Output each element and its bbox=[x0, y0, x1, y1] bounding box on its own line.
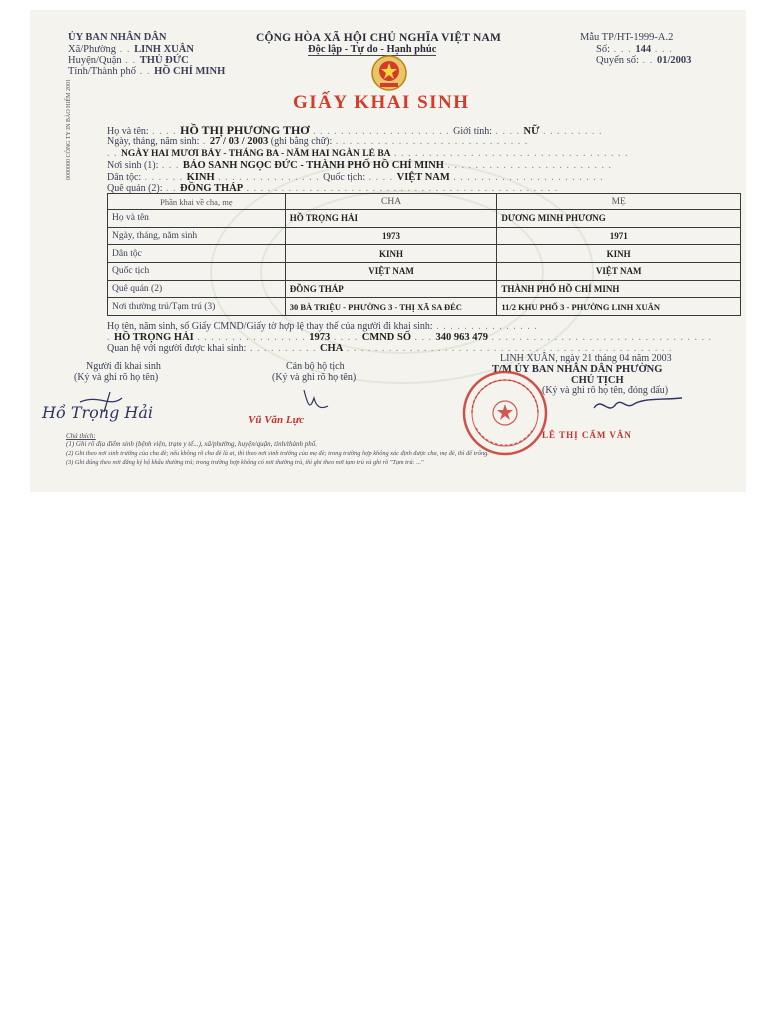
official-seal-icon bbox=[458, 368, 552, 458]
child-hometown-line: Quê quán (2): . . ĐỒNG THÁP . . . . . . . . . . . . . . . . . . . . . . . . . . . . . . . . . . . . . . . . . . . . . bbox=[107, 183, 559, 194]
father-value: KINH bbox=[285, 245, 497, 263]
district-line: Huyện/Quận . . THỦ ĐỨC bbox=[68, 55, 189, 66]
mother-value: VIỆT NAM bbox=[497, 262, 741, 280]
note-1: (1) Ghi rõ địa điểm sinh (bệnh viện, trạm y tế...), xã/phường, huyện/quận, tỉnh/thành phố. bbox=[66, 440, 317, 448]
relation-line: Quan hệ với người được khai sinh: . . . . . . . . . . CHA . . . . . . . . . . . . . . . . . . . . . . . . . . . . . . . . . . . . . . . . . . . . . . . bbox=[107, 343, 673, 354]
table-row bbox=[108, 227, 741, 245]
national-motto: Độc lập - Tự do - Hạnh phúc bbox=[308, 44, 437, 55]
father-value: 30 BÀ TRIỆU - PHƯỜNG 3 - THỊ XÃ SA ĐÉC bbox=[285, 298, 497, 316]
committee-org: T/M ỦY BAN NHÂN DÂN PHƯỜNG bbox=[492, 364, 663, 375]
declarant-sign-title: Người đi khai sinh bbox=[86, 361, 161, 372]
note-3: (3) Ghi đúng theo nơi đăng ký hộ khẩu thường trú; trong trường hợp không có nơi thường trú, thì ghi theo nơi tạm trú và ghi rõ "Tạm trú: ..." bbox=[66, 459, 424, 466]
committee-heading: ỦY BAN NHÂN DÂN bbox=[68, 32, 167, 43]
parents-table bbox=[107, 193, 741, 316]
table-row bbox=[108, 298, 741, 316]
table-row bbox=[108, 262, 741, 280]
row-label: Quê quán (2) bbox=[108, 280, 286, 298]
registrar-sign-title: Cán bộ hộ tịch bbox=[286, 361, 345, 372]
table-row bbox=[108, 210, 741, 228]
row-label: Họ và tên bbox=[108, 210, 286, 228]
registrar-name: Vũ Văn Lực bbox=[248, 414, 305, 426]
mother-value: DƯƠNG MINH PHƯƠNG bbox=[497, 210, 741, 228]
book-line: Quyển số: . . 01/2003 bbox=[596, 55, 692, 66]
child-dob-line: Ngày, tháng, năm sinh: . 27 / 03 / 2003 (ghi bằng chữ): . . . . . . . . . . . . . . . . . . . . . . . . . . . . bbox=[107, 136, 529, 147]
table-row bbox=[108, 245, 741, 263]
birth-certificate-scan bbox=[30, 10, 746, 492]
mother-value: KINH bbox=[497, 245, 741, 263]
republic-title: CỘNG HÒA XÃ HỘI CHỦ NGHĨA VIỆT NAM bbox=[256, 32, 502, 44]
declarant-details-line: . HỒ TRỌNG HẢI . . . . . . . . . . . . . . . . 1973 . . . . CMND SỐ . . . 340 963 479 . . . . . . . . . . . . . . . . . . . . . . . . . . . . . . . . bbox=[107, 332, 713, 343]
chairman-note: (Ký và ghi rõ họ tên, đóng dấu) bbox=[542, 385, 669, 396]
row-label: Quốc tịch bbox=[108, 262, 286, 280]
side-print-text: 0000000 CÔNG TY IN BẢO HIỂM 2001 bbox=[66, 79, 72, 180]
father-column-header: CHA bbox=[285, 194, 497, 210]
sign-date-line: LINH XUÂN, ngày 21 tháng 04 năm 2003 bbox=[500, 353, 672, 364]
chairman-name: LÊ THỊ CẨM VÂN bbox=[542, 430, 632, 440]
ward-line: Xã/Phường . . LINH XUÂN bbox=[68, 44, 194, 55]
child-ethnic-line: Dân tộc: . . . . . . KINH . . . . . . . . . . . . . . . Quốc tịch: . . . . VIỆT NAM . . . . . . . . . . . . . . . . . . . . . . bbox=[107, 172, 604, 183]
registrar-signature-icon bbox=[298, 386, 338, 414]
child-name-line: Họ và tên: . . . . HỒ THỊ PHƯƠNG THƠ . . . . . . . . . . . . . . . . . . . . Giới tính: . . . . NỮ . . . . . . . . . bbox=[107, 123, 603, 137]
declarant-line: Họ tên, năm sinh, số Giấy CMND/Giấy tờ hợp lệ thay thế của người đi khai sinh: . . . . . . . . . . . . . . . bbox=[107, 321, 538, 332]
declarant-signature-icon bbox=[40, 388, 220, 428]
form-code: Mẫu TP/HT-1999-A.2 bbox=[580, 32, 674, 43]
mother-value: THÀNH PHỐ HỒ CHÍ MINH bbox=[497, 280, 741, 298]
table-corner-label: Phần khai về cha, mẹ bbox=[108, 194, 286, 210]
document-title: GIẤY KHAI SINH bbox=[293, 92, 470, 113]
svg-text:Hồ Trọng Hải: Hồ Trọng Hải bbox=[42, 403, 154, 422]
chairman-title: CHỦ TỊCH bbox=[571, 375, 624, 386]
row-label: Dân tộc bbox=[108, 245, 286, 263]
number-line: Số: . . . 144 . . . bbox=[596, 44, 673, 55]
row-label: Ngày, tháng, năm sinh bbox=[108, 227, 286, 245]
note-2: (2) Ghi theo nơi sinh trưởng của cha đẻ; nếu không rõ cha đẻ là ai, thì theo nơi sinh trưởng của mẹ đẻ; trong trường hợp không xác định được cha, mẹ đẻ, thì để trống. bbox=[66, 450, 489, 457]
child-birthplace-line: Nơi sinh (1): . . . BẢO SANH NGỌC ĐỨC - THÀNH PHỐ HỒ CHÍ MINH . . . . . . . . . . . . . . . . . . . . . . . . bbox=[107, 160, 612, 171]
national-emblem-icon bbox=[368, 54, 410, 92]
declarant-sign-note: (Ký và ghi rõ họ tên) bbox=[74, 372, 159, 383]
registrar-sign-note: (Ký và ghi rõ họ tên) bbox=[272, 372, 357, 383]
chairman-signature-icon bbox=[590, 390, 700, 420]
father-value: ĐỒNG THÁP bbox=[285, 280, 497, 298]
mother-value: 11/2 KHU PHỐ 3 - PHƯỜNG LINH XUÂN bbox=[497, 298, 741, 316]
notes-heading: Chú thích: bbox=[66, 432, 96, 440]
father-value: HỒ TRỌNG HẢI bbox=[285, 210, 497, 228]
mother-value: 1971 bbox=[497, 227, 741, 245]
child-dob-words-line: . . NGÀY HAI MƯƠI BẢY - THÁNG BA - NĂM HAI NGÀN LẺ BA . . . . . . . . . . . . . . . . . . . . . . . . . . . . . . . . . . bbox=[107, 148, 629, 159]
mother-column-header: MẸ bbox=[497, 194, 741, 210]
father-value: VIỆT NAM bbox=[285, 262, 497, 280]
father-value: 1973 bbox=[285, 227, 497, 245]
table-row bbox=[108, 280, 741, 298]
city-line: Tỉnh/Thành phố . . HỒ CHÍ MINH bbox=[68, 66, 226, 77]
row-label: Nơi thường trú/Tạm trú (3) bbox=[108, 298, 286, 316]
